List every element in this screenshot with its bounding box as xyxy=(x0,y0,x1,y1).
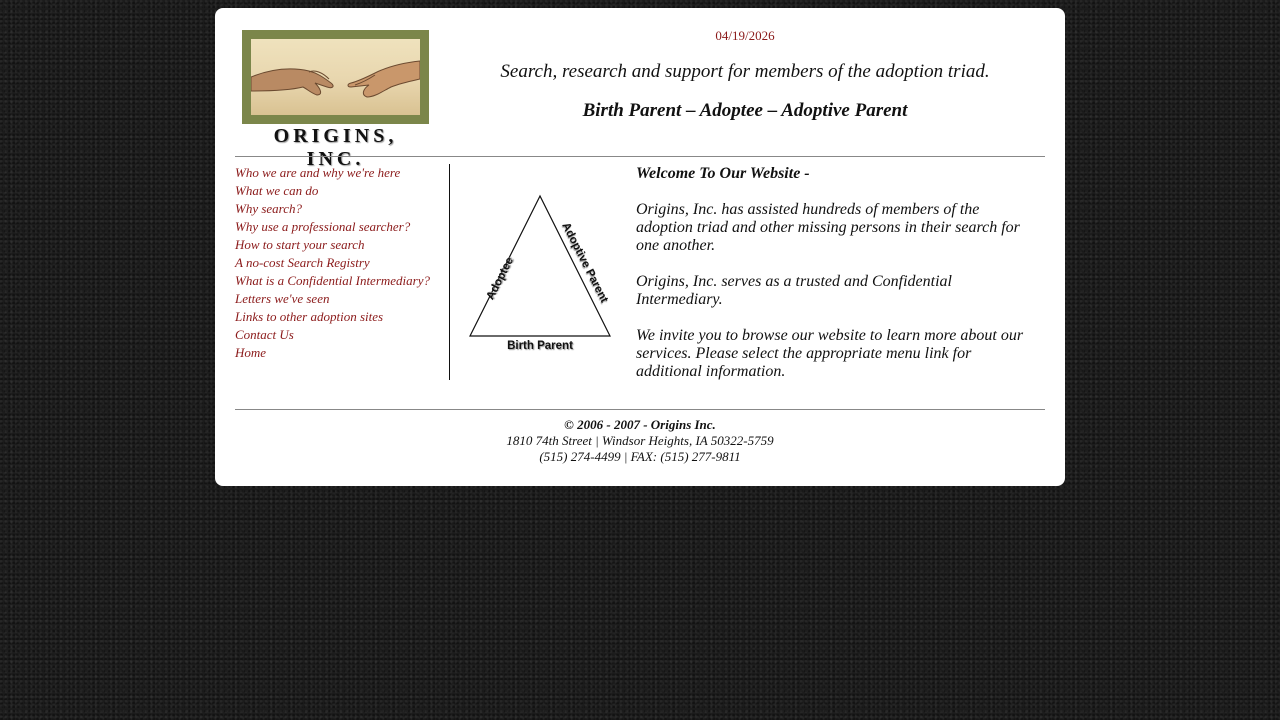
nav-link-letters[interactable]: Letters we've seen xyxy=(235,291,330,306)
logo-image xyxy=(242,30,429,124)
nav-link-why-search[interactable]: Why search? xyxy=(235,201,303,216)
nav-link-home[interactable]: Home xyxy=(235,345,267,360)
logo-text: ORIGINS, INC. xyxy=(273,125,398,170)
sidebar-nav xyxy=(235,164,450,380)
welcome-paragraph-3: We invite you to browse our website to learn more about our services. Please select the appropriate menu link for additional information. xyxy=(636,327,1024,380)
header-divider xyxy=(235,156,1045,157)
nav-link-confidential-intermediary[interactable]: What is a Confidential Intermediary? xyxy=(235,273,430,288)
nav-link-search-registry[interactable]: A no-cost Search Registry xyxy=(235,255,370,270)
nav-link-who-we-are[interactable]: Who we are and why we're here xyxy=(235,165,401,180)
triangle-label-adoptee: Adoptee xyxy=(484,255,517,302)
welcome-heading: Welcome To Our Website - xyxy=(636,165,810,182)
triangle-label-birth-parent: Birth Parent xyxy=(507,340,573,352)
page-container xyxy=(215,8,1065,486)
nav-link-other-sites[interactable]: Links to other adoption sites xyxy=(235,309,384,324)
footer xyxy=(235,417,1045,465)
welcome-paragraph-2: Origins, Inc. serves as a trusted and Confidential Intermediary. xyxy=(636,273,952,308)
current-date: 04/19/2026 xyxy=(715,28,775,43)
welcome-paragraph-1: Origins, Inc. has assisted hundreds of members of the adoption triad and other missing persons in their search for one another. xyxy=(636,201,1020,254)
nav-link-what-we-can-do[interactable]: What we can do xyxy=(235,183,319,198)
footer-divider xyxy=(235,409,1045,410)
adoption-triad-diagram xyxy=(465,188,625,368)
footer-address: 1810 74th Street | Windsor Heights, IA 50322-5759 xyxy=(506,433,774,448)
triangle-label-adoptive-parent: Adoptive Parent xyxy=(559,220,611,305)
nav-link-start-search[interactable]: How to start your search xyxy=(235,237,365,252)
welcome-content xyxy=(636,165,1031,399)
tagline: Search, research and support for members of the adoption triad. xyxy=(500,61,990,82)
footer-copyright: © 2006 - 2007 - Origins Inc. xyxy=(564,417,716,432)
triad-heading: Birth Parent – Adoptee – Adoptive Parent xyxy=(582,100,908,121)
hands-artwork xyxy=(251,39,420,115)
nav-link-contact[interactable]: Contact Us xyxy=(235,327,294,342)
footer-phone: (515) 274-4499 | FAX: (515) 277-9811 xyxy=(539,449,741,464)
nav-link-professional-searcher[interactable]: Why use a professional searcher? xyxy=(235,219,411,234)
